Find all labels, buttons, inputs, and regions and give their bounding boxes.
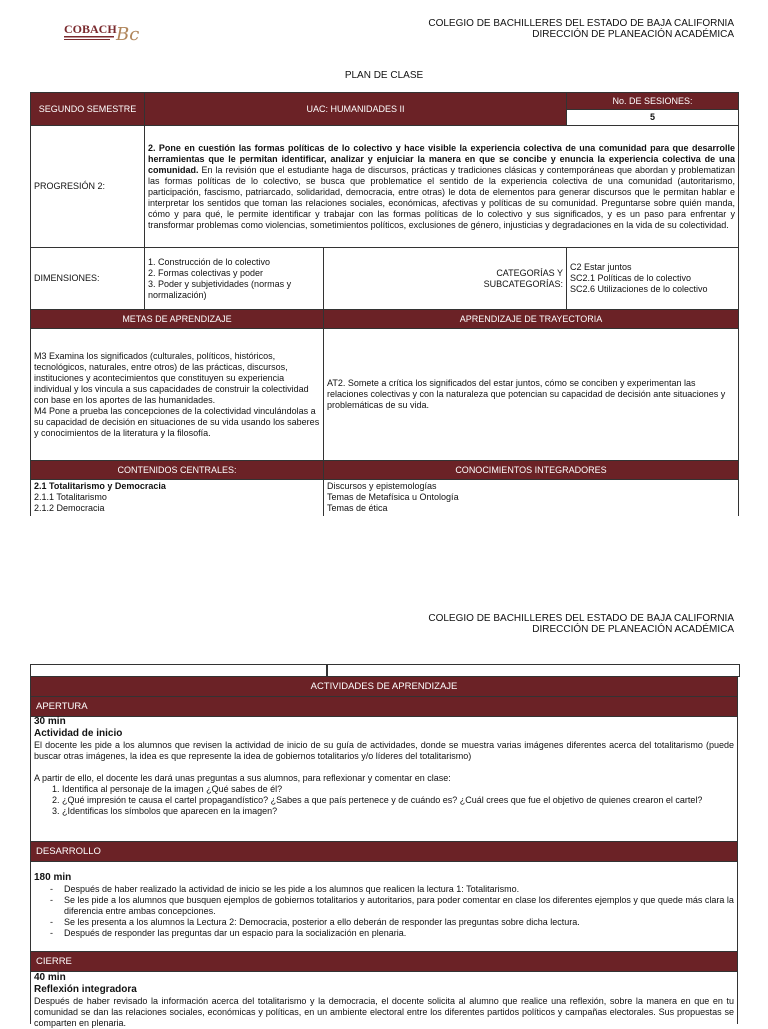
desarrollo-item: - Después de responder las preguntas dar un espacio para la socialización en plenaria.: [64, 928, 734, 939]
metas-header: METAS DE APRENDIZAJE: [31, 310, 324, 329]
trayectoria-header: APRENDIZAJE DE TRAYECTORIA: [324, 310, 739, 329]
sesiones-label: No. DE SESIONES:: [567, 93, 739, 110]
dimension-item: 3. Poder y subjetividades (normas y normalización): [148, 278, 292, 300]
dimension-item: 2. Formas colectivas y poder: [148, 267, 264, 278]
dimensiones-list: [145, 248, 324, 310]
categoria-item: SC2.1 Políticas de lo colectivo: [570, 273, 692, 283]
doc-title: PLAN DE CLASE: [344, 70, 424, 81]
desarrollo-time: 180 min: [34, 872, 72, 883]
categorias-label-text: CATEGORÍAS Y SUBCATEGORÍAS:: [483, 267, 563, 289]
cierre-header: CIERRE: [30, 951, 738, 972]
apertura-title: Actividad de inicio: [34, 728, 123, 739]
page2-header: [428, 613, 734, 635]
dimensiones-label: DIMENSIONES:: [31, 248, 145, 310]
header-line-1: COLEGIO DE BACHILLERES DEL ESTADO DE BAJA CALIFORNIA: [428, 18, 734, 29]
conocimiento-item: Temas de Metafísica u Ontología: [327, 492, 459, 502]
uac-cell: UAC: HUMANIDADES II: [145, 93, 567, 126]
desarrollo-section: [34, 872, 734, 939]
conocimientos-list: [324, 480, 739, 517]
contenido-item: 2.1.2 Democracia: [34, 503, 105, 513]
apertura-header: APERTURA: [30, 696, 738, 717]
question-item: 1. Identifica al personaje de la imagen ¿Qué sabes de él?: [62, 784, 734, 795]
apertura-section: [34, 716, 734, 817]
header-line-1: COLEGIO DE BACHILLERES DEL ESTADO DE BAJA CALIFORNIA: [428, 613, 734, 624]
desarrollo-header: DESARROLLO: [30, 841, 738, 862]
cierre-time: 40 min: [34, 972, 66, 983]
actividades-header: ACTIVIDADES DE APRENDIZAJE: [30, 676, 738, 697]
categoria-item: C2 Estar juntos: [570, 262, 632, 272]
metas-text: M3 Examina los significados (culturales, políticos, históricos, tecnológicos, naturales, entre otros) de las prácticas, discursos, instituciones y acontecimientos que constituyen su experiencia individual y los vincula a sus capacidades de construir la colectividad con base en los aportes de las humanidades. M4 Pone a prueba las concepciones de la colectividad vinculándolas a su capacidad de decisión en situaciones de su vida usando los saberes y conocimientos de la literatura y la filosofía.: [31, 329, 324, 461]
contenido-item: 2.1 Totalitarismo y Democracia: [34, 481, 166, 491]
progresion-body: En la revisión que el estudiante haga de discursos, prácticas y tradiciones clásicas y contemporáneas que abordan y problematizan las formas políticas de lo colectivo, se busca que problematice el sentido de la experiencia colectiva de una comunidad (autoritarismo, participación, fascismo, patriarcado, solidaridad, democracia, entre otras) le dota de elementos para generar discursos que le permitan hablar e interpretar los sentidos que toman las relaciones sociales, económicas, afectivas y políticas de su comunidad. Preguntarse sobre quién manda, cómo y para qué, le permite identificar y trabajar con las formas políticas de lo colectivo y sus significados, y es un paso para enfrentar y transformar problemas como violencias, sometimientos políticos, exclusiones de género, injusticias y degradaciones en la vida de su colectividad.: [148, 164, 735, 230]
contenidos-header: CONTENIDOS CENTRALES:: [31, 461, 324, 480]
left-border: [30, 696, 31, 1024]
desarrollo-item: - Se les pide a los alumnos que busquen ejemplos de gobiernos totalitarios y autoritarios, para poder comentar en clase los diferentes ejemplos y que quede más clara la diferencia entre ambas concepciones.: [64, 895, 734, 917]
cierre-title: Reflexión integradora: [34, 984, 137, 995]
sesiones-value: 5: [567, 110, 739, 126]
apertura-p2: A partir de ello, el docente les dará unas preguntas a sus alumnos, para reflexionar y comentar en clase:: [34, 773, 451, 783]
conocimientos-header: CONOCIMIENTOS INTEGRADORES: [324, 461, 739, 480]
conocimiento-item: Discursos y epistemologías: [327, 481, 437, 491]
page-header: [428, 18, 734, 40]
categorias-list: [567, 248, 739, 310]
cierre-text: Después de haber revisado la información acerca del totalitarismo y la democracia, el docente solicita al alumno que realice una reflexión, sobre la manera en que en tu comunidad se dan las relaciones sociales, económicas y políticas, en un ambiente electoral entre los diferentes partidos políticos y campañas electorales. Sus propuestas se comparten en plenaria.: [34, 996, 734, 1028]
cobach-logo: [62, 18, 142, 48]
progresion-text: [145, 126, 739, 248]
svg-text:Bc: Bc: [116, 24, 140, 45]
apertura-p1: El docente les pide a los alumnos que revisen la actividad de inicio de su guía de actividades, donde se muestra varias imágenes diferentes acerca del totalitarismo (puede buscar otras imágenes, la idea es que represente la idea de gobiernos totalitarios y/o líderes del totalitarismo): [34, 740, 734, 761]
svg-text:COBACH: COBACH: [64, 22, 117, 36]
desarrollo-item: - Se les presenta a los alumnos la Lectura 2: Democracia, posterior a ello deberán de responder las preguntas sobre dicha lectura.: [64, 917, 734, 928]
contenido-item: 2.1.1 Totalitarismo: [34, 492, 107, 502]
apertura-questions: [34, 784, 734, 817]
contenidos-list: [31, 480, 324, 517]
dimension-item: 1. Construcción de lo colectivo: [148, 256, 271, 267]
apertura-time: 30 min: [34, 716, 66, 727]
progresion-bold: 2. Pone en cuestión las formas políticas de lo colectivo y hace visible la experiencia colectiva de una comunidad para que desarrolle herramientas que le permitan identificar, analizar y enjuiciar la manera en que se concibe y enuncia la experiencia colectiva de una comunidad.: [148, 142, 735, 175]
header-line-2: DIRECCIÓN DE PLANEACIÓN ACADÉMICA: [532, 29, 734, 40]
categoria-item: SC2.6 Utilizaciones de lo colectivo: [570, 284, 708, 294]
question-item: 3. ¿Identificas los símbolos que aparecen en la imagen?: [62, 806, 734, 817]
header-line-2: DIRECCIÓN DE PLANEACIÓN ACADÉMICA: [532, 624, 734, 635]
cierre-section: [34, 972, 734, 1029]
categorias-label: [324, 248, 567, 310]
right-border: [737, 696, 738, 1024]
desarrollo-list: [34, 884, 734, 939]
trayectoria-text: AT2. Somete a crítica los significados del estar juntos, cómo se conciben y experimentan las relaciones colectivas y con la naturaleza que potencian su capacidad de decisión ante situaciones y problemáticas de su vida.: [324, 329, 739, 461]
plan-table: [30, 92, 739, 516]
question-item: 2. ¿Qué impresión te causa el cartel propagandístico? ¿Sabes a que país pertenece y de cuándo es? ¿Cuál crees que fue el objetivo de quienes crearon el cartel?: [62, 795, 734, 806]
progresion-label: PROGRESIÓN 2:: [31, 126, 145, 248]
semestre-cell: SEGUNDO SEMESTRE: [31, 93, 145, 126]
conocimiento-item: Temas de ética: [327, 503, 388, 513]
desarrollo-item: - Después de haber realizado la actividad de inicio se les pide a los alumnos que realicen la lectura 1: Totalitarismo.: [64, 884, 734, 895]
